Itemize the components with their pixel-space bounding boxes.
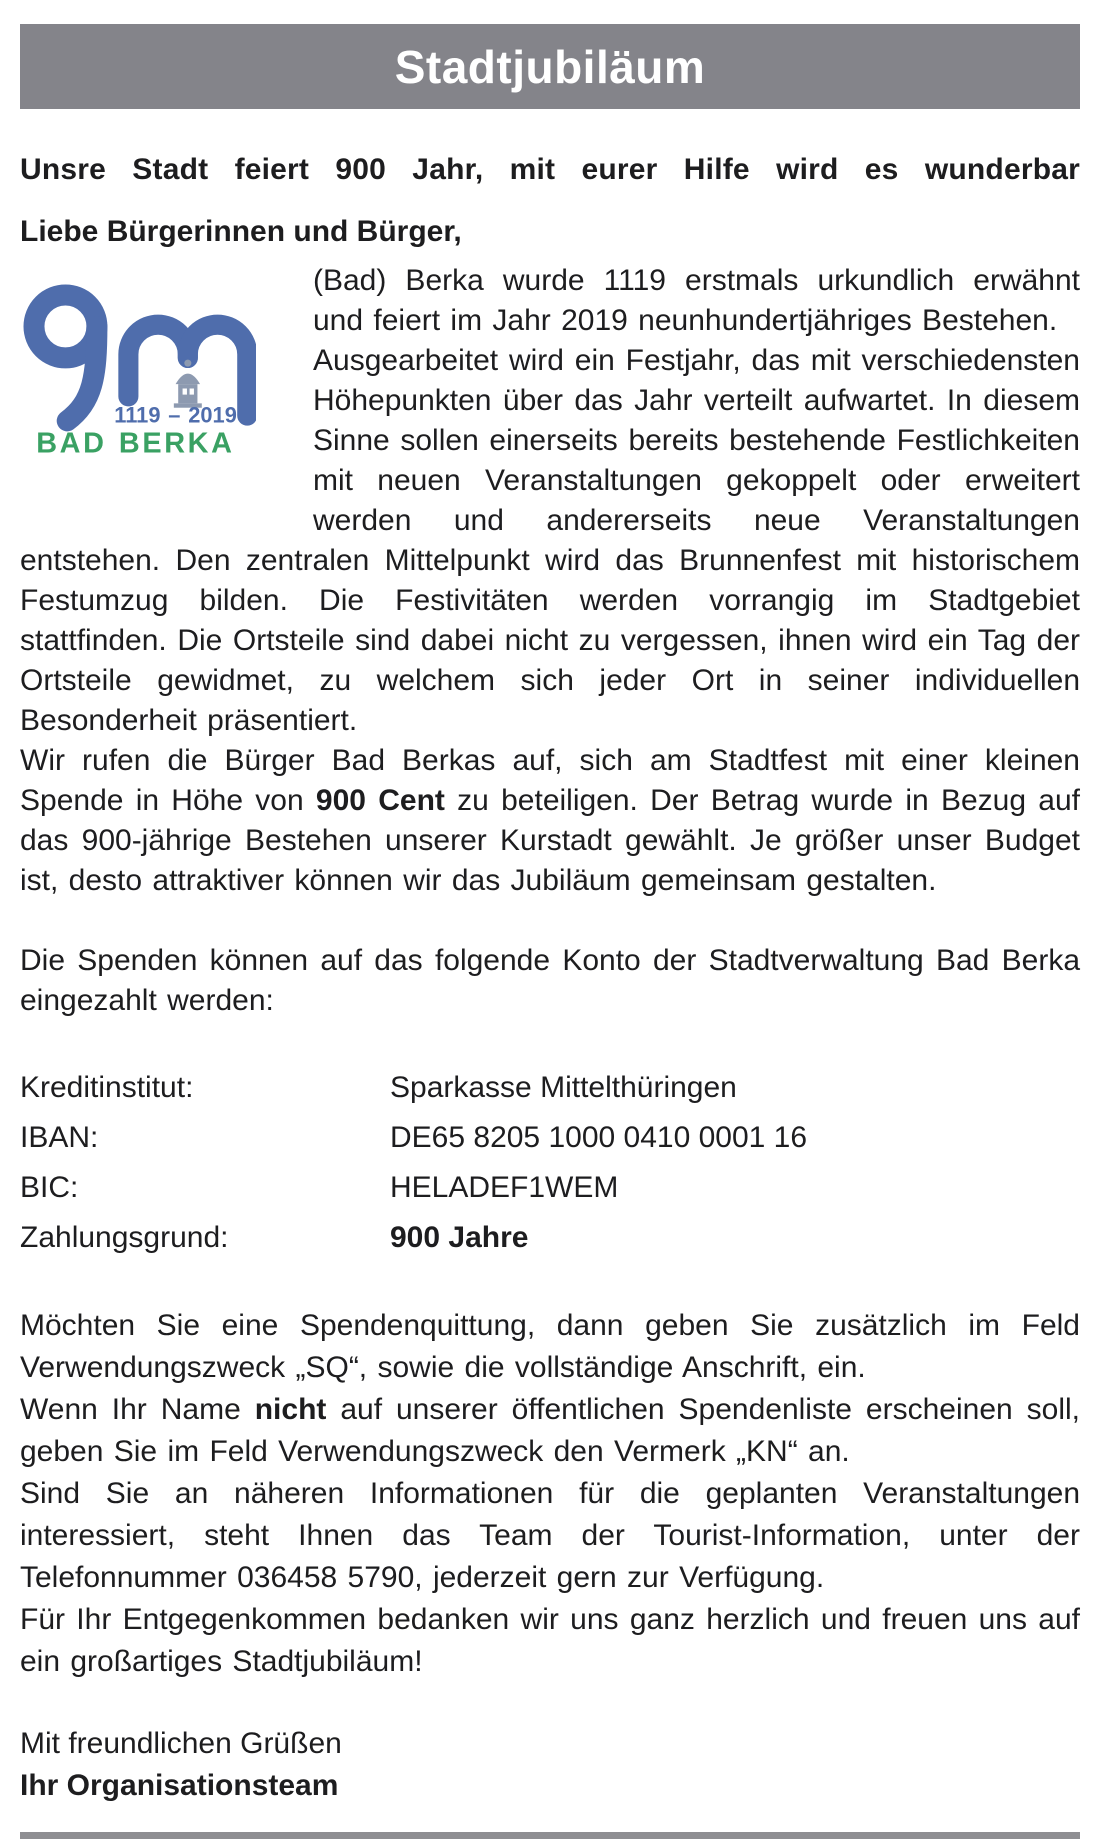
closing-block (20, 1723, 1080, 1807)
intro-p3-text: Wir rufen die Bürger Bad Berkas auf, sich am Stadtfest mit einer kleinen Spende in Höhe von (20, 744, 1080, 817)
note-receipt: Möchten Sie eine Spendenquittung, dann geben Sie zusätzlich im Feld Verwendungszweck „SQ“, sowie die vollständige Anschrift, ein. (20, 1309, 1080, 1384)
bic-value: HELADEF1WEM (390, 1171, 619, 1204)
iban-label: IBAN: (20, 1121, 99, 1154)
logo-numeral-nine (34, 295, 97, 421)
bank-name-value: Sparkasse Mittelthüringen (390, 1071, 737, 1104)
headline: Unsre Stadt feiert 900 Jahr, mit eurer Hilfe wird es wunderbar (20, 153, 1080, 186)
logo-city: BAD BERKA (36, 427, 235, 460)
payment-reason-label: Zahlungsgrund: (20, 1221, 229, 1254)
intro-p3-text-after: zu beteiligen. Der Betrag wurde in Bezug auf das 900-jährige Bestehen unserer Kurstadt gewählt. Je größer unser Budget ist, desto attraktiver können wir das Jubiläum gemeinsam gestalten. (20, 784, 1080, 897)
section-title: Stadtjubiläum (394, 40, 706, 93)
logo-years: 1119 – 2019 (114, 402, 237, 428)
table-row (20, 1163, 1080, 1213)
table-row (20, 1213, 1080, 1263)
logo-graphic (20, 267, 256, 479)
bic-label: BIC: (20, 1171, 79, 1204)
bank-label: Kreditinstitut: (20, 1071, 194, 1104)
note-nicht-bold: nicht (254, 1393, 327, 1426)
bottom-divider (20, 1832, 1080, 1839)
account-intro: Die Spenden können auf das folgende Konto der Stadtverwaltung Bad Berka eingezahlt werden: (20, 944, 1080, 1017)
intro-paragraph-1: (Bad) Berka wurde 1119 erstmals urkundlich erwähnt und feiert im Jahr 2019 neunhundertjähriges Bestehen. (313, 264, 1080, 337)
note-thanks: Für Ihr Entgegenkommen bedanken wir uns ganz herzlich und freuen uns auf ein großartiges Stadtjubiläum! (20, 1603, 1080, 1678)
bad-berka-900-logo (20, 267, 256, 479)
iban-value: DE65 8205 1000 0410 0001 16 (390, 1121, 808, 1154)
table-row (20, 1063, 1080, 1113)
closing-greeting: Mit freundlichen Grüßen (20, 1727, 342, 1760)
payment-reason-value: 900 Jahre (390, 1221, 529, 1254)
bank-details-table (20, 1063, 1080, 1263)
intro-paragraph-3 (20, 741, 1080, 901)
table-row (20, 1113, 1080, 1163)
note-tourist-info: Sind Sie an näheren Informationen für die geplanten Veranstaltungen interessiert, steht Ihnen das Team der Tourist-Information, unter der Telefonnummer 036458 5790, jederzeit gern zur Verfügung. (20, 1477, 1080, 1594)
note-anonymous-text-after: auf unserer öffentlichen Spendenliste erscheinen soll, geben Sie im Feld Verwendungszweck den Vermerk „KN“ an. (20, 1393, 1080, 1468)
section-title-bar (20, 24, 1080, 109)
notes-text (20, 1305, 1080, 1683)
closing-signature: Ihr Organisationsteam (20, 1769, 339, 1802)
note-anonymous (20, 1389, 1080, 1473)
intro-paragraph-2: Ausgearbeitet wird ein Festjahr, das mit verschiedensten Höhepunkten über das Jahr verteilt aufwartet. In diesem Sinne sollen einerseits bereits bestehende Festlichkeiten mit neuen Veranstaltungen gekoppelt oder erweitert werden und andererseits neue Veranstaltungen entstehen. Den zentralen Mittelpunkt wird das Brunnenfest mit historischem Festumzug bilden. Die Festivitäten werden vorrangig im Stadtgebiet stattfinden. Die Ortsteile sind dabei nicht zu vergessen, ihnen wird ein Tag der Ortsteile gewidmet, zu welchem sich jeder Ort in seiner individuellen Besonderheit präsentiert. (20, 344, 1080, 737)
intro-text (20, 261, 1080, 901)
salutation: Liebe Bürgerinnen und Bürger, (20, 215, 462, 248)
note-anonymous-text: Wenn Ihr Name (20, 1393, 255, 1426)
donation-amount: 900 Cent (315, 784, 445, 817)
